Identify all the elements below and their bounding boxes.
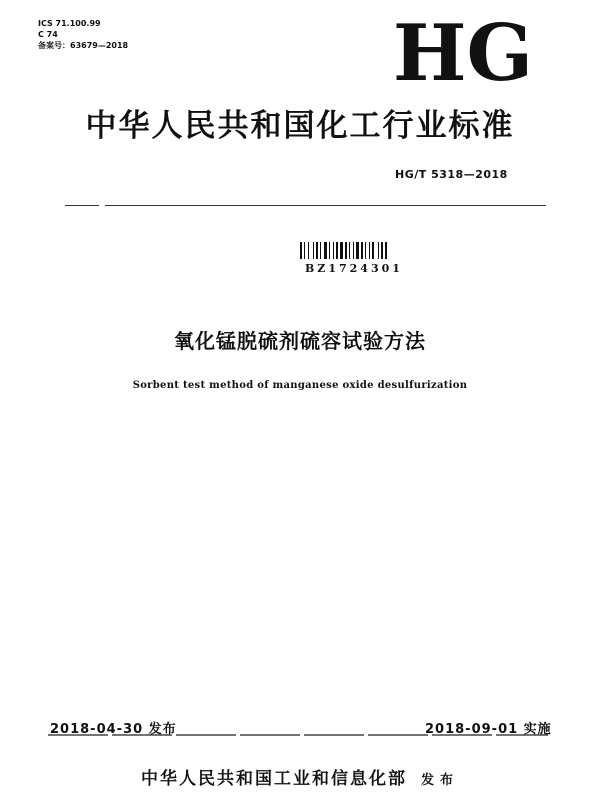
- barcode-number: BZ1724301: [305, 262, 403, 275]
- header-rule: [105, 205, 546, 206]
- document-title-chinese: 氧化锰脱硫剂硫容试验方法: [174, 329, 426, 353]
- hg-logo: [393, 16, 533, 90]
- header-rule-left: [65, 205, 99, 206]
- date-rule: [48, 734, 548, 738]
- ccs-code: C 74: [38, 30, 58, 39]
- barcode: [300, 242, 414, 259]
- implementation-date: 2018-09-01 实施: [425, 722, 552, 737]
- publisher-action: 发布: [420, 773, 459, 788]
- hg-logo-text: HG: [393, 16, 533, 90]
- industry-standard-title: 中华人民共和国化工行业标准: [85, 108, 515, 144]
- ics-code: ICS 71.100.99: [38, 19, 101, 28]
- document-title-english: Sorbent test method of manganese oxide desulfurization: [132, 380, 468, 391]
- publisher-name: 中华人民共和国工业和信息化部: [140, 769, 407, 789]
- standard-number: HG/T 5318—2018: [395, 168, 508, 181]
- issue-date: 2018-04-30 发布: [50, 722, 177, 737]
- publisher-line: [0, 764, 600, 789]
- filing-number: 备案号：63679—2018: [38, 41, 129, 50]
